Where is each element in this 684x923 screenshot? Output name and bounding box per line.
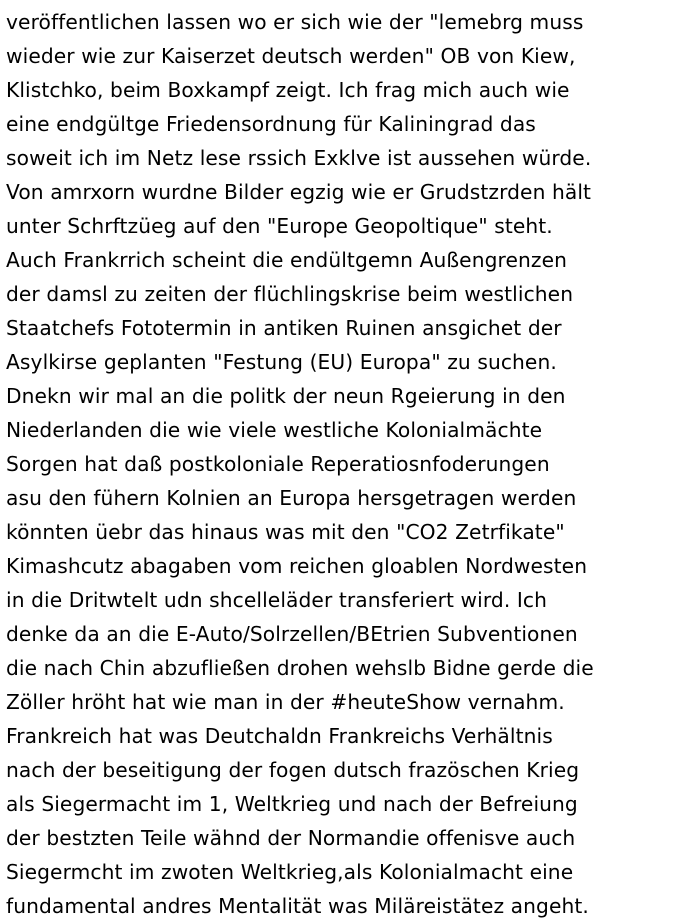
text-line-11: Asylkirse geplanten "Festung (EU) Europa" zu suchen.: [6, 350, 557, 374]
text-line-25: der bestzten Teile wähnd der Normandie offenisve auch: [6, 826, 576, 850]
text-line-20: die nach Chin abzufließen drohen wehslb Bidne gerde die: [6, 656, 594, 680]
text-line-18: in die Dritwtelt udn shcelleläder transferiert wird. Ich: [6, 588, 548, 612]
text-line-4: eine endgültge Friedensordnung für Kaliningrad das: [6, 112, 536, 136]
text-line-14: Sorgen hat daß postkoloniale Reperatiosnfoderungen: [6, 452, 550, 476]
text-line-22: Frankreich hat was Deutchaldn Frankreichs Verhältnis: [6, 724, 553, 748]
text-line-10: Staatchefs Fototermin in antiken Ruinen ansgichet der: [6, 316, 562, 340]
text-line-19: denke da an die E-Auto/Solrzellen/BEtrien Subventionen: [6, 622, 578, 646]
text-block: [6, 5, 684, 923]
text-line-7: unter Schrftzüeg auf den "Europe Geopoltique" steht.: [6, 214, 553, 238]
text-line-26: Siegermcht im zwoten Weltkrieg,als Kolonialmacht eine: [6, 860, 574, 884]
text-line-24: als Siegermacht im 1, Weltkrieg und nach der Befreiung: [6, 792, 578, 816]
text-line-1: veröffentlichen lassen wo er sich wie der "lemebrg muss: [6, 10, 584, 34]
text-line-6: Von amrxorn wurdne Bilder egzig wie er Grudstzrden hält: [6, 180, 592, 204]
text-line-9: der damsl zu zeiten der flüchlingskrise beim westlichen: [6, 282, 574, 306]
text-line-23: nach der beseitigung der fogen dutsch frazöschen Krieg: [6, 758, 580, 782]
text-line-15: asu den fühern Kolnien an Europa hersgetragen werden: [6, 486, 577, 510]
text-line-8: Auch Frankrrich scheint die endültgemn Außengrenzen: [6, 248, 567, 272]
text-line-16: könnten üebr das hinaus was mit den "CO2 Zetrfikate": [6, 520, 565, 544]
text-line-27: fundamental andres Mentalität was Miläreistätez angeht.: [6, 894, 589, 918]
text-line-2: wieder wie zur Kaiserzet deutsch werden" OB von Kiew,: [6, 44, 576, 68]
text-line-3: Klistchko, beim Boxkampf zeigt. Ich frag mich auch wie: [6, 78, 570, 102]
text-line-13: Niederlanden die wie viele westliche Kolonialmächte: [6, 418, 543, 442]
text-line-12: Dnekn wir mal an die politk der neun Rgeierung in den: [6, 384, 566, 408]
text-line-21: Zöller hröht hat wie man in der #heuteShow vernahm.: [6, 690, 565, 714]
text-line-5: soweit ich im Netz lese rssich Exklve ist aussehen würde.: [6, 146, 592, 170]
text-line-17: Kimashcutz abagaben vom reichen gloablen Nordwesten: [6, 554, 588, 578]
